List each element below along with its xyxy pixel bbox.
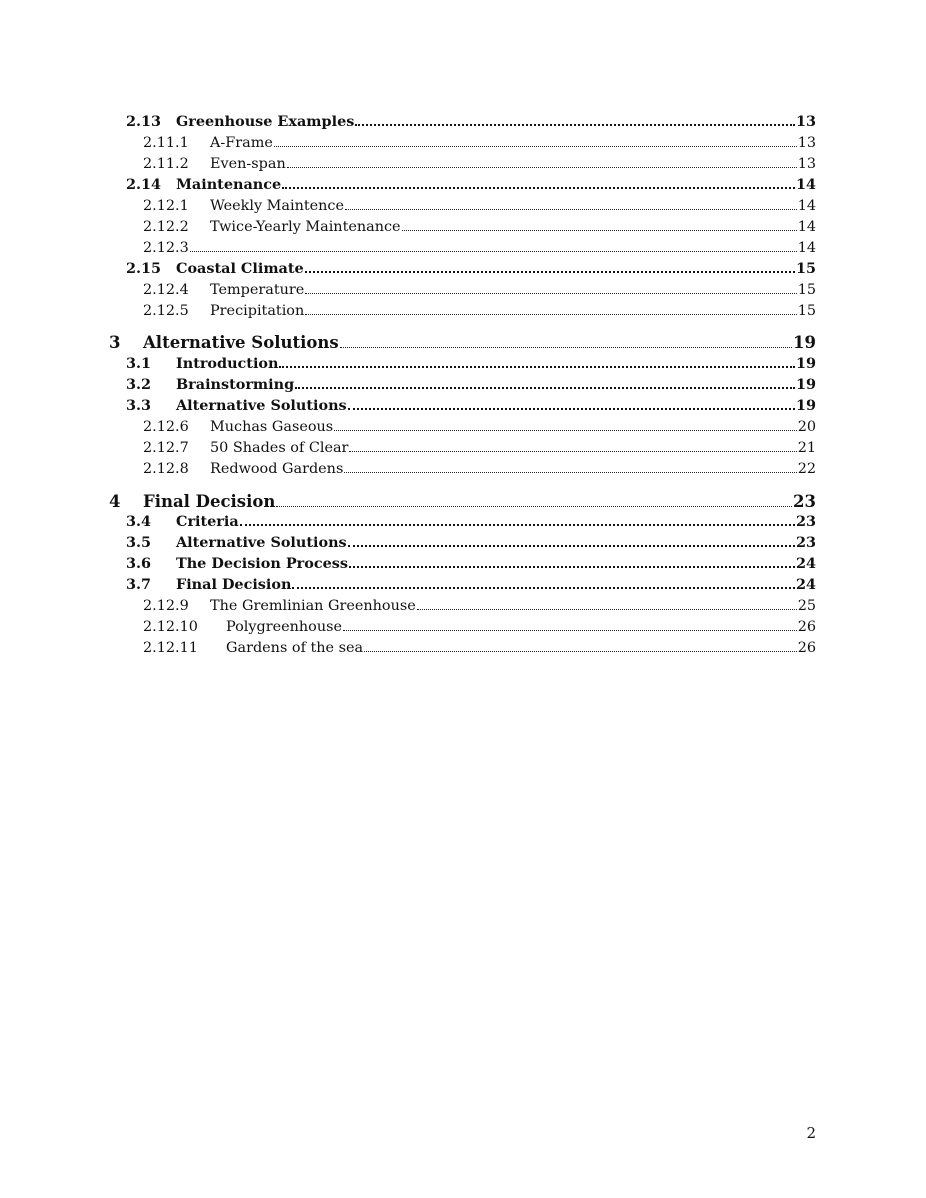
dot-leader (292, 586, 795, 589)
toc-entry-number: 2.12.5 (143, 302, 189, 319)
toc-entry-number: 2.12.1 (143, 197, 189, 214)
dot-leader (287, 166, 797, 168)
toc-entry[interactable] (126, 371, 816, 392)
dot-leader (340, 346, 792, 348)
toc-entry-title: Coastal Climate (176, 259, 304, 277)
toc-entry-title: 50 Shades of Clear (210, 439, 349, 456)
toc-entry-page: 14 (797, 218, 816, 235)
toc-entry[interactable] (143, 129, 816, 150)
toc-entry[interactable] (143, 613, 816, 634)
toc-entry-number: 2.14 (126, 175, 162, 193)
page-number: 2 (806, 1124, 816, 1142)
toc-entry-number: 3.1 (126, 354, 152, 372)
toc-entry-page: 19 (795, 354, 816, 372)
toc-entry[interactable] (143, 434, 816, 455)
toc-entry-title: Even-span (210, 155, 286, 172)
toc-entry-title: Muchas Gaseous (210, 418, 334, 435)
toc-entry[interactable] (143, 150, 816, 171)
toc-entry[interactable] (143, 213, 816, 234)
toc-entry[interactable] (109, 486, 816, 510)
dot-leader (349, 450, 796, 452)
toc-entry-number: 3 (109, 332, 121, 352)
toc-entry-title: The Decision Process (176, 554, 348, 572)
toc-entry-page: 24 (795, 575, 816, 593)
dot-leader (345, 208, 797, 210)
toc-entry[interactable] (143, 455, 816, 476)
toc-entry-page: 19 (795, 375, 816, 393)
toc-entry-number: 3.2 (126, 375, 152, 393)
toc-entry-number: 2.13 (126, 112, 162, 130)
toc-entry-number: 2.12.7 (143, 439, 189, 456)
toc-entry[interactable] (126, 108, 816, 129)
toc-entry-page: 23 (795, 512, 816, 530)
toc-entry[interactable] (109, 327, 816, 351)
dot-leader (348, 407, 795, 410)
dot-leader (274, 145, 797, 147)
toc-entry[interactable] (143, 276, 816, 297)
toc-entry-title: Greenhouse Examples (176, 112, 355, 130)
toc-entry[interactable] (126, 392, 816, 413)
toc-entry-number: 2.12.2 (143, 218, 189, 235)
toc-entry-page: 23 (793, 491, 816, 511)
toc-entry-title: Redwood Gardens (210, 460, 344, 477)
toc-entry-number: 3.5 (126, 533, 152, 551)
toc-entry-page: 15 (795, 259, 816, 277)
toc-entry-title: Criteria (176, 512, 239, 530)
toc-entry-number: 2.11.1 (143, 134, 189, 151)
dot-leader (343, 629, 797, 631)
dot-leader (305, 292, 796, 294)
toc-entry-title: Alternative Solutions (176, 396, 347, 414)
toc-entry-page: 26 (797, 639, 816, 656)
toc-entry-title: Polygreenhouse (226, 618, 342, 635)
toc-entry-number: 2.12.10 (143, 618, 198, 635)
toc-entry-title: Brainstorming (176, 375, 295, 393)
toc-entry-title: Alternative Solutions (176, 533, 347, 551)
dot-leader (349, 565, 795, 568)
toc-entry-page: 15 (797, 302, 816, 319)
dot-leader (334, 429, 797, 431)
toc-entry-page: 14 (797, 239, 816, 256)
toc-entry-number: 3.4 (126, 512, 152, 530)
toc-entry-title: Final Decision (143, 491, 276, 511)
toc-entry-page: 15 (797, 281, 816, 298)
toc-entry[interactable] (126, 508, 816, 529)
toc-entry-title: Alternative Solutions (143, 332, 339, 352)
toc-entry[interactable] (126, 171, 816, 192)
toc-entry[interactable] (143, 297, 816, 318)
dot-leader (190, 250, 797, 252)
toc-entry-number: 3.3 (126, 396, 152, 414)
toc-entry-page: 20 (797, 418, 816, 435)
toc-entry[interactable] (143, 192, 816, 213)
dot-leader (402, 229, 797, 231)
toc-entry-number: 2.12.6 (143, 418, 189, 435)
toc-entry-page: 24 (795, 554, 816, 572)
toc-entry-page: 19 (793, 332, 816, 352)
toc-entry-title: Gardens of the sea (226, 639, 364, 656)
dot-leader (348, 544, 795, 547)
toc-entry[interactable] (126, 350, 816, 371)
toc-entry-number: 2.12.8 (143, 460, 189, 477)
toc-entry-title: Maintenance (176, 175, 282, 193)
toc-entry[interactable] (126, 550, 816, 571)
toc-entry[interactable] (126, 571, 816, 592)
dot-leader (279, 365, 794, 368)
toc-entry[interactable] (126, 529, 816, 550)
toc-entry-number: 4 (109, 491, 121, 511)
toc-entry-number: 2.11.2 (143, 155, 189, 172)
dot-leader (364, 650, 797, 652)
dot-leader (305, 313, 796, 315)
dot-leader (344, 471, 796, 473)
toc-entry-number: 2.12.3 (143, 239, 189, 256)
toc-entry-page: 14 (797, 197, 816, 214)
toc-entry-title: Twice-Yearly Maintenance (210, 218, 401, 235)
dot-leader (305, 270, 795, 273)
toc-entry-number: 2.15 (126, 259, 162, 277)
toc-entry-page: 13 (795, 112, 816, 130)
toc-entry-page: 19 (795, 396, 816, 414)
toc-entry-number: 2.12.9 (143, 597, 189, 614)
toc-entry-number: 3.7 (126, 575, 152, 593)
dot-leader (282, 186, 795, 189)
toc-entry-number: 2.12.11 (143, 639, 198, 656)
toc-entry[interactable] (143, 592, 816, 613)
toc-entry[interactable] (126, 255, 816, 276)
toc-entry-number: 2.12.4 (143, 281, 189, 298)
toc-entry-page: 21 (797, 439, 816, 456)
toc-entry-title: Temperature (210, 281, 305, 298)
toc-entry-title: Weekly Maintence (210, 197, 345, 214)
toc-entry-title: The Gremlinian Greenhouse (210, 597, 416, 614)
dot-leader (240, 523, 795, 526)
toc-entry-page: 13 (797, 134, 816, 151)
toc-entry-page: 13 (797, 155, 816, 172)
dot-leader (417, 608, 797, 610)
toc-entry-number: 3.6 (126, 554, 152, 572)
toc-entry-title: A-Frame (210, 134, 273, 151)
toc-entry-page: 26 (797, 618, 816, 635)
toc-entry[interactable] (143, 234, 816, 255)
dot-leader (276, 505, 792, 507)
toc-entry-page: 25 (797, 597, 816, 614)
dot-leader (355, 123, 795, 126)
toc-entry-page: 14 (795, 175, 816, 193)
toc-entry-title: Final Decision (176, 575, 292, 593)
toc-entry[interactable] (143, 413, 816, 434)
toc-entry-page: 22 (797, 460, 816, 477)
dot-leader (295, 386, 795, 389)
toc-entry-page: 23 (795, 533, 816, 551)
toc-entry[interactable] (143, 634, 816, 655)
toc-entry-title: Introduction (176, 354, 279, 372)
toc-entry-title: Precipitation (210, 302, 305, 319)
